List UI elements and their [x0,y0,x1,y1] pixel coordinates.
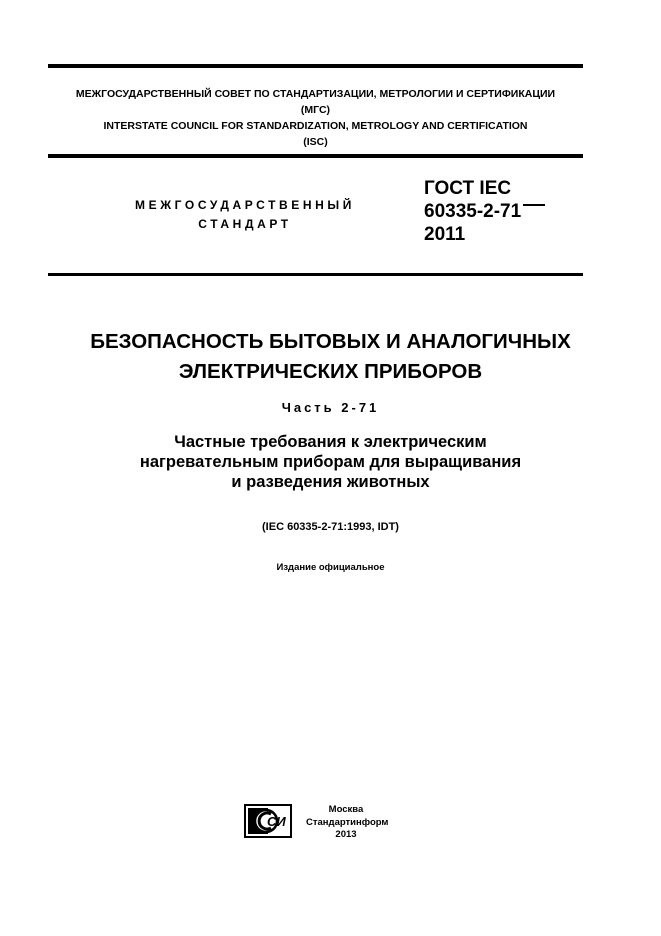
title-line1: БЕЗОПАСНОСТЬ БЫТОВЫХ И АНАЛОГИЧНЫХ [90,330,571,353]
subtitle-line3: и разведения животных [231,473,430,491]
edition-note: Издание официальное [276,562,385,573]
standartinform-logo-icon [244,804,292,838]
council-ru: МЕЖГОСУДАРСТВЕННЫЙ СОВЕТ ПО СТАНДАРТИЗАЦИИ, МЕТРОЛОГИИ И СЕРТИФИКАЦИИ [75,88,556,100]
council-en-abbr: (ISC) [303,136,328,148]
header-bottom-rule [48,273,583,276]
designation-dash [523,204,545,206]
publisher-info [306,804,389,842]
council-bottom-rule [48,154,583,158]
designation-line1: ГОСТ IEC [424,178,512,199]
standard-type [110,196,380,234]
title-line2: ЭЛЕКТРИЧЕСКИХ ПРИБОРОВ [178,360,483,383]
publisher-year: 2013 [335,829,357,840]
standard-type-line2: СТАНДАРТ [198,217,292,231]
document-subtitle [60,432,601,492]
council-ru-abbr: (МГС) [300,104,331,116]
publisher-name: Стандартинформ [306,816,389,828]
council-block [48,86,583,150]
top-rule [48,64,583,68]
designation-line3: 2011 [424,224,466,245]
standard-type-line1: МЕЖГОСУДАРСТВЕННЫЙ [135,198,355,212]
document-title [20,327,641,387]
designation-line2: 60335-2-71 [424,201,522,222]
logo-text: СИ [267,814,286,829]
subtitle-line2: нагревательным приборам для выращивания [139,453,522,471]
iec-reference: (IEC 60335-2-71:1993, IDT) [262,521,399,533]
part-number: Часть 2-71 [281,400,380,415]
subtitle-line1: Частные требования к электрическим [174,433,487,451]
council-en: INTERSTATE COUNCIL FOR STANDARDIZATION, METROLOGY AND CERTIFICATION [103,120,528,132]
standard-designation [424,177,545,246]
publisher-city: Москва [328,804,364,815]
